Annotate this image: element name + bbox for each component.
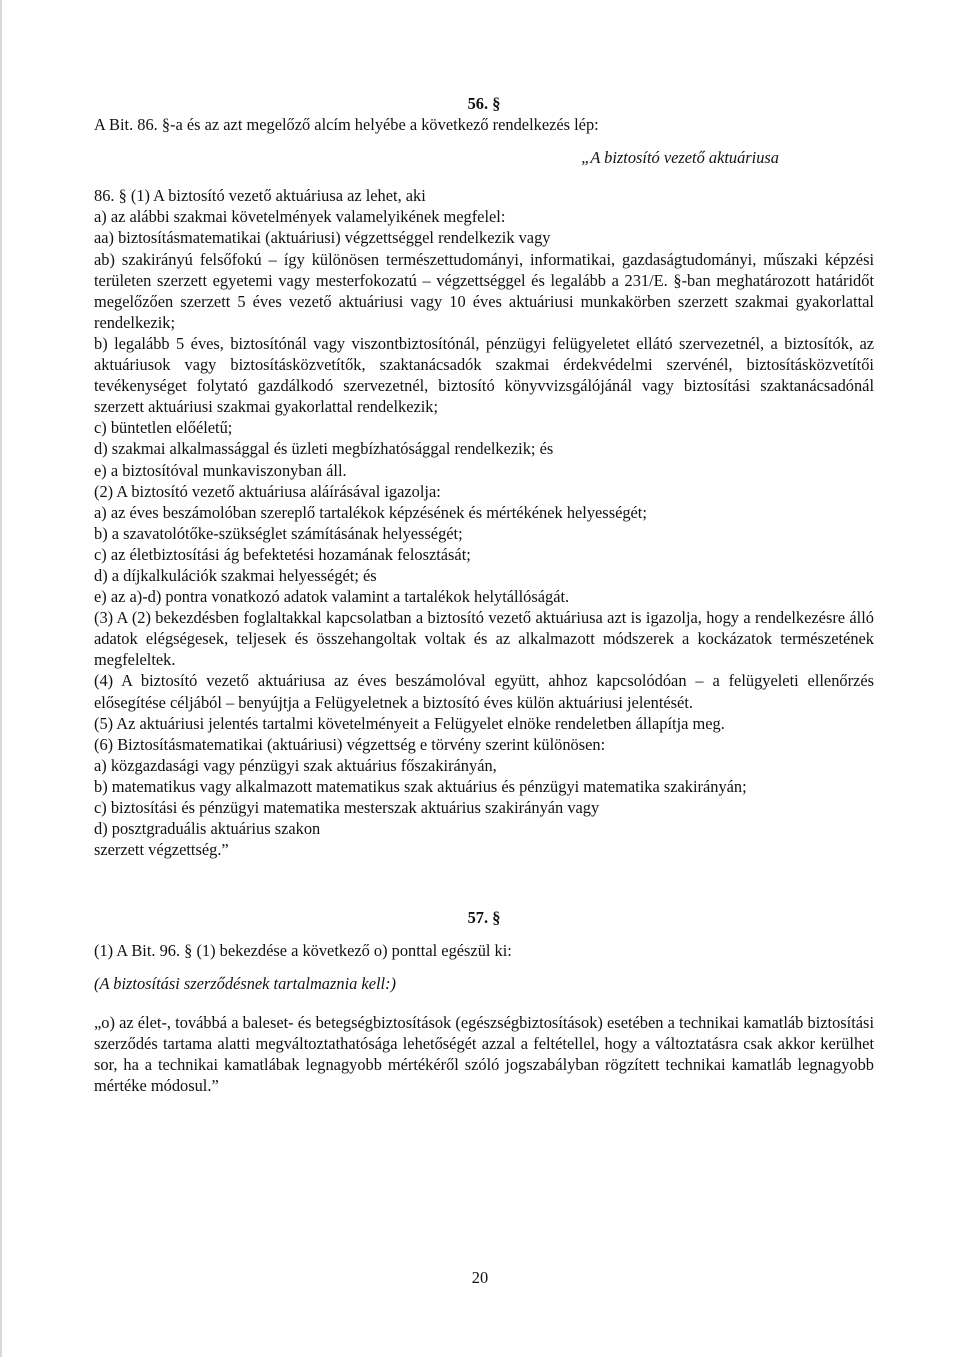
paragraph: b) a szavatolótőke-szükséglet számításának helyességét; [94, 523, 463, 543]
paragraph: c) az életbiztosítási ág befektetési hozamának felosztását; [94, 544, 471, 564]
paragraph: (4) A biztosító vezető aktuáriusa az éves beszámolóval együtt, ahhoz kapcsolódóan – a felügyeleti ellenőrzés elősegítése céljából – benyújtja a Felügyeletnek a biztosító éves külön aktuáriusi jelentését. [94, 671, 874, 712]
section-56-intro: A Bit. 86. §-a és az azt megelőző alcím helyébe a következő rendelkezés lép: [94, 115, 599, 135]
paragraph: a) az éves beszámolóban szereplő tartalékok képzésének és mértékének helyességét; [94, 502, 647, 522]
paragraph: c) biztosítási és pénzügyi matematika mesterszak aktuárius szakirányán vagy [94, 798, 600, 817]
paragraph: d) a díjkalkulációk szakmai helyességét; és [94, 565, 377, 585]
scan-edge [0, 0, 2, 1357]
paragraph: a) az alábbi szakmai követelmények valamelyikének megfelel: [94, 207, 506, 227]
paragraph: d) posztgraduális aktuárius szakon [94, 819, 321, 839]
paragraph: aa) biztosításmatematikai (aktuáriusi) végzettséggel rendelkezik vagy [94, 228, 551, 248]
paragraph: (3) A (2) bekezdésben foglaltakkal kapcsolatban a biztosító vezető aktuáriusa azt is igazolja, hogy a rendelkezésre álló adatok elégségesek, teljesek és összehangoltak voltak és az alkalmazott módszerek a kockázatok természetének megfeleltek. [94, 608, 874, 670]
section-57-subtitle: (A biztosítási szerződésnek tartalmaznia kell:) [94, 974, 396, 994]
section-56-body [94, 185, 874, 860]
section-57-heading: 57. § [467, 908, 501, 928]
paragraph: a) közgazdasági vagy pénzügyi szak aktuárius főszakirányán, [94, 755, 497, 775]
paragraph: 86. § (1) A biztosító vezető aktuáriusa az lehet, aki [94, 186, 426, 206]
paragraph: (2) A biztosító vezető aktuáriusa aláírásával igazolja: [94, 481, 441, 501]
paragraph: e) az a)-d) pontra vonatkozó adatok valamint a tartalékok helytállóságát. [94, 587, 570, 607]
section-57-text: „o) az élet-, továbbá a baleset- és betegségbiztosítások (egészségbiztosítások) esetében a technikai kamatláb biztosítási szerződés tartama alatti megváltoztathatósága lehetőségét azzal a feltétellel, hogy a változtatásra csak akkor kerülhet sor, ha a technikai kamatlábak legnagyobb mértékéről szóló jogszabályban rögzített technikai kamatláb legnagyobb mértéke módosul.” [94, 1012, 874, 1095]
paragraph: b) legalább 5 éves, biztosítónál vagy viszontbiztosítónál, pénzügyi felügyeletet ellátó szervezetnél, a biztosítók, az aktuáriusok vagy biztosításközvetítők, szaktanácsadók szakmai érdekvédelmi szervénél, biztosításközvetítői tevékenységet folytató gazdálkodó szervezetnél, biztosító könyvvizsgálójánál vagy biztosítási szaktanácsadónál szerzett aktuáriusi szakmai gyakorlattal rendelkezik; [94, 333, 874, 417]
section-56-subtitle: „A biztosító vezető aktuáriusa [581, 148, 779, 168]
paragraph: b) matematikus vagy alkalmazott matematikus szak aktuárius és pénzügyi matematika szakirányán; [94, 776, 747, 796]
paragraph: e) a biztosítóval munkaviszonyban áll. [94, 460, 347, 480]
document-page [94, 93, 874, 1096]
section-56-heading: 56. § [467, 94, 501, 113]
section-57-intro: (1) A Bit. 96. § (1) bekezdése a következő o) ponttal egészül ki: [94, 941, 512, 961]
page-number: 20 [471, 1268, 489, 1287]
paragraph: c) büntetlen előéletű; [94, 418, 233, 438]
paragraph: szerzett végzettség.” [94, 840, 229, 860]
paragraph: d) szakmai alkalmassággal és üzleti megbízhatósággal rendelkezik; és [94, 439, 554, 459]
paragraph: (5) Az aktuáriusi jelentés tartalmi követelményeit a Felügyelet elnöke rendeletben állapítja meg. [94, 713, 725, 733]
paragraph: ab) szakirányú felsőfokú – így különösen természettudományi, informatikai, gazdaságtudományi, műszaki képzési területen szerzett egyetemi vagy mesterfokozatú – végzettséggel és legalább a 231/E. §-ban meghatározott határidőt megelőzően szerzett 5 éves vezető aktuáriusi vagy 10 éves aktuáriusi munkakörben szerzett szakmai gyakorlattal rendelkezik; [94, 249, 874, 332]
paragraph: (6) Biztosításmatematikai (aktuáriusi) végzettség e törvény szerint különösen: [94, 734, 606, 754]
